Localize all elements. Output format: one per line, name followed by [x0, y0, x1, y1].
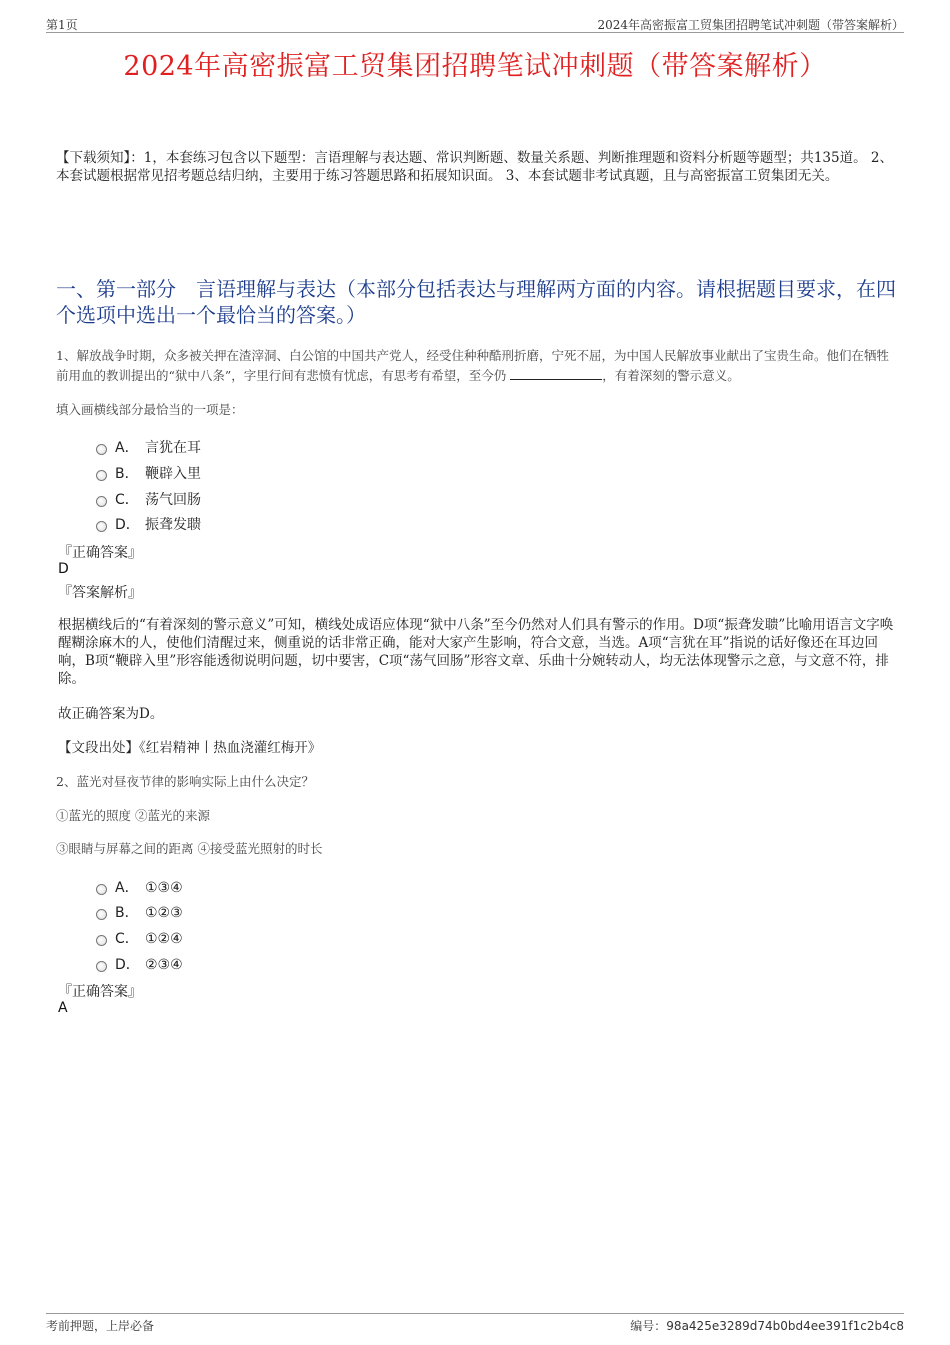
q2-answer: A [58, 1000, 68, 1016]
q1-source: 【文段出处】《红岩精神丨热血浇灌红梅开》 [58, 740, 322, 756]
q2-option-b[interactable]: B． ①②③ [96, 902, 183, 922]
radio-icon[interactable] [96, 935, 107, 946]
radio-icon[interactable] [96, 444, 107, 455]
q2-option-a[interactable]: A． ①③④ [96, 877, 183, 897]
radio-icon[interactable] [96, 496, 107, 507]
q2-option-d[interactable]: D． ②③④ [96, 954, 183, 974]
q1-answer-label: 『正确答案』 [58, 545, 142, 561]
radio-icon[interactable] [96, 521, 107, 532]
radio-icon[interactable] [96, 470, 107, 481]
question-2-items-1: ①蓝光的照度 ②蓝光的来源 [56, 808, 210, 823]
page-footer [46, 1313, 904, 1334]
radio-icon[interactable] [96, 961, 107, 972]
document-title: 2024年高密振富工贸集团招聘笔试冲刺题（带答案解析） [123, 51, 827, 82]
section-heading: 一、第一部分 言语理解与表达（本部分包括表达与理解两方面的内容。请根据题目要求，在四个选项中选出一个最恰当的答案。） [56, 277, 896, 327]
page-header [46, 14, 904, 33]
footer-slogan: 考前押题，上岸必备 [46, 1319, 155, 1333]
q1-option-b[interactable]: B． 鞭辟入里 [96, 463, 201, 483]
header-doc-title: 2024年高密振富工贸集团招聘笔试冲刺题（带答案解析） [597, 18, 904, 32]
q2-answer-label: 『正确答案』 [58, 984, 142, 1000]
q1-answer: D [58, 561, 69, 577]
q1-conclusion: 故正确答案为D。 [58, 706, 164, 722]
q1-analysis: 根据横线后的“有着深刻的警示意义”可知，横线处成语应体现“狱中八条”至今仍然对人们具有警示的作用。D项“振聋发聩”比喻用语言文字唤醒糊涂麻木的人，使他们清醒过来，侧重说的话非常正确，能对大家产生影响，符合文意，当选。A项“言犹在耳”指说的话好像还在耳边回响，B项“鞭辟入里”形容能透彻说明问题，切中要害，C项“荡气回肠”形容文章、乐曲十分婉转动人，均无法体现警示之意，与文意不符，排除。 [58, 617, 894, 687]
q1-option-d[interactable]: D． 振聋发聩 [96, 514, 201, 534]
radio-icon[interactable] [96, 909, 107, 920]
q2-option-c[interactable]: C． ①②④ [96, 928, 183, 948]
q1-analysis-label: 『答案解析』 [58, 585, 142, 601]
q1-option-c[interactable]: C． 荡气回肠 [96, 489, 201, 509]
page-number: 第1页 [46, 18, 78, 32]
question-2-items-2: ③眼睛与屏幕之间的距离 ④接受蓝光照射的时长 [56, 841, 323, 856]
download-notice: 【下载须知】：1，本套练习包含以下题型：言语理解与表达题、常识判断题、数量关系题、判断推理题和资料分析题等题型；共135道。 2、本套试题根据常见招考题总结归纳，主要用于练习答题思路和拓展知识面。 3、本套试题非考试真题，且与高密振富工贸集团无关。 [56, 150, 893, 184]
radio-icon[interactable] [96, 884, 107, 895]
question-2-text: 2、蓝光对昼夜节律的影响实际上由什么决定？ [56, 774, 314, 789]
q1-option-a[interactable]: A． 言犹在耳 [96, 437, 201, 457]
question-1-text: 1、解放战争时期，众多被关押在渣滓洞、白公馆的中国共产党人，经受住种种酷刑折磨，宁死不屈，为中国人民解放事业献出了宝贵生命。他们在牺牲前用血的教训提出的“狱中八条”，字里行间有悲愤有忧虑，有思考有希望，至今仍 ，有着深刻的警示意义。 [56, 348, 889, 383]
fill-blank [510, 367, 602, 380]
footer-code: 编号：98a425e3289d74b0bd4ee391f1c2b4c8 [630, 1319, 904, 1333]
question-1-prompt: 填入画横线部分最恰当的一项是： [56, 402, 244, 417]
